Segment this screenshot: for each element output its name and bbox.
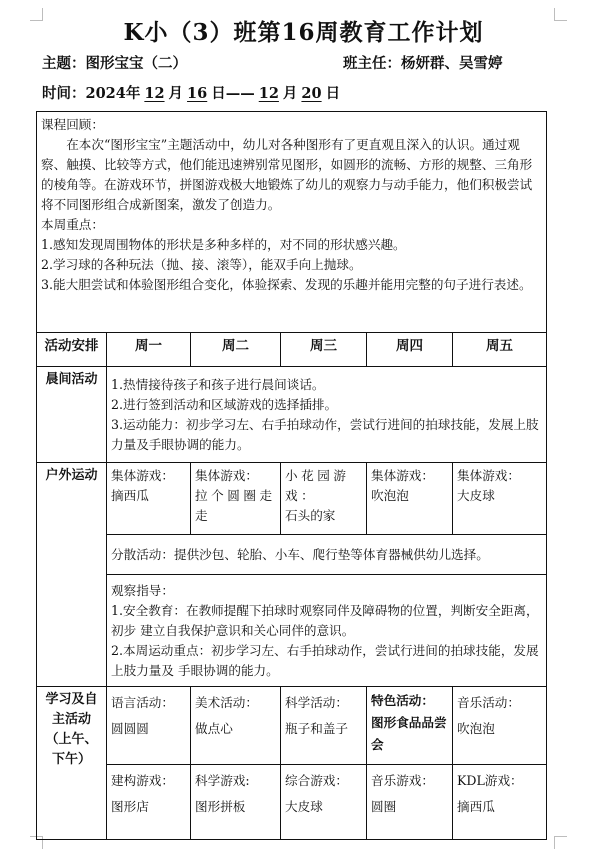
- outdoor-game-thursday: [367, 463, 453, 535]
- review-paragraph: 在本次“图形宝宝”主题活动中，幼儿对各种图形有了更直观且深入的认识。通过观察、触摸、比较等方式，他们能迅速辨别常见图形，如圆形的流畅、方形的规整、三角形的棱角等。在游戏环节，拼图游戏极大地锻炼了幼儿的观察力与动手能力，他们积极尝试将不同图形组合成新图案，激发了创造力。: [41, 137, 533, 212]
- date-separator: 日——: [211, 85, 255, 102]
- year-unit: 年: [125, 85, 141, 102]
- activity-schedule-header: 活动安排: [37, 333, 107, 367]
- morning-activity-label: 晨间活动: [37, 367, 107, 463]
- game-type: 集体游戏：: [371, 468, 434, 483]
- learning-tuesday-pm: [191, 765, 281, 840]
- day-unit: 日: [325, 85, 341, 102]
- morning-activity-content: [107, 367, 547, 463]
- crop-mark-bottom-right: [554, 836, 567, 849]
- game-name: 石头的家: [285, 508, 336, 523]
- activity-type: 科学活动：: [285, 695, 348, 710]
- activity-name: 瓶子和盖子: [285, 721, 348, 736]
- theme-label: 主题：: [42, 55, 86, 72]
- teacher-line: [343, 52, 503, 73]
- activity-name: 图形拼板: [195, 799, 246, 814]
- outdoor-game-friday: [453, 463, 547, 535]
- game-type: 集体游戏：: [195, 468, 258, 483]
- learning-label-line: （上午、: [45, 732, 98, 747]
- day-header-tuesday: 周二: [191, 333, 281, 367]
- theme-value: 图形宝宝（二）: [85, 55, 187, 72]
- learning-thursday-pm: [367, 765, 453, 840]
- activity-name: 圆圆圆: [111, 721, 149, 736]
- game-name: 摘西瓜: [111, 488, 149, 503]
- weekly-plan-table: [36, 111, 547, 840]
- activity-type: 建构游戏：: [111, 773, 174, 788]
- morning-item: 1.热情接待孩子和孩子进行晨间谈话。: [111, 376, 325, 392]
- outdoor-activity-label: 户外运动: [37, 463, 107, 687]
- day-header-row: [37, 333, 547, 367]
- activity-type: 音乐游戏：: [371, 773, 434, 788]
- learning-activity-label: [37, 687, 107, 840]
- learning-label-line: 下午）: [51, 752, 91, 767]
- learning-row-2: [37, 765, 547, 840]
- day-header-wednesday: 周三: [281, 333, 367, 367]
- activity-type: 美术活动：: [195, 695, 258, 710]
- learning-tuesday-am: [191, 687, 281, 765]
- activity-name: 图形店: [111, 799, 149, 814]
- day-header-thursday: 周四: [367, 333, 453, 367]
- activity-type: 科学游戏:: [195, 773, 250, 788]
- review-row: [37, 112, 547, 333]
- activity-name: 圆圈: [371, 799, 397, 814]
- end-day: 20: [301, 85, 322, 102]
- game-name: 吹泡泡: [371, 488, 409, 503]
- month-unit: 月: [168, 85, 184, 102]
- learning-friday-pm: [453, 765, 547, 840]
- outdoor-game-wednesday: [281, 463, 367, 535]
- teacher-label: 班主任：: [343, 55, 401, 72]
- game-name: 拉个圆圈走走: [195, 488, 276, 523]
- learning-monday-pm: [107, 765, 191, 840]
- theme-line: [42, 52, 187, 73]
- document-title: K小（3）班第16周教育工作计划: [123, 19, 484, 46]
- focus-heading: 本周重点：: [41, 217, 104, 232]
- focus-item: 2.学习球的各种玩法（抛、接、滚等），能双手向上抛球。: [41, 257, 362, 272]
- year: 2024: [85, 85, 126, 102]
- outdoor-group-row: [37, 535, 547, 575]
- morning-item: 3.运动能力：初步学习左、右手拍球动作，尝试行进间的拍球技能，发展上肢力量及手眼协调的能力。: [111, 416, 539, 452]
- activity-name: 图形食品品尝会: [371, 715, 447, 752]
- morning-row: [37, 367, 547, 463]
- activity-type: KDL游戏：: [457, 773, 523, 788]
- end-month: 12: [258, 85, 279, 102]
- focus-item: 3.能大胆尝试和体验图形组合变化，体验探索、发现的乐趣并能用完整的句子进行表述。: [41, 277, 532, 292]
- learning-row-1: [37, 687, 547, 765]
- day-header-monday: 周一: [107, 333, 191, 367]
- activity-type: 综合游戏：: [285, 773, 348, 788]
- game-type: 小花园游戏：: [285, 468, 350, 503]
- game-type: 集体游戏：: [457, 468, 520, 483]
- learning-friday-am: [453, 687, 547, 765]
- observation-item: 1.安全教育：在教师提醒下拍球时观察同伴及障碍物的位置，判断安全距离，初步 建立自我保护意识和关心同伴的意识。: [111, 602, 539, 638]
- teacher-value: 杨妍群、吴雪婷: [401, 55, 503, 72]
- outdoor-group-activity: 分散活动：提供沙包、轮胎、小车、爬行垫等体育器械供幼儿选择。: [107, 535, 547, 575]
- activity-name: 摘西瓜: [457, 799, 495, 814]
- outdoor-games-row: [37, 463, 547, 535]
- learning-label-line: 学习及自: [45, 692, 98, 707]
- game-type: 集体游戏：: [111, 468, 174, 483]
- review-heading: 课程回顾：: [41, 117, 104, 132]
- learning-wednesday-pm: [281, 765, 367, 840]
- outdoor-observation-row: [37, 575, 547, 687]
- activity-name: 吹泡泡: [457, 721, 495, 736]
- observation-item: 2.本周运动重点：初步学习左、右手拍球动作，尝试行进间的拍球技能，发展上肢力量及 手眼协调的能力。: [111, 642, 539, 678]
- observation-heading: 观察指导：: [111, 582, 174, 598]
- morning-item: 2.进行签到活动和区域游戏的选择插排。: [111, 396, 338, 412]
- time-line: [42, 82, 340, 103]
- activity-type: 音乐活动：: [457, 695, 520, 710]
- outdoor-observation: [107, 575, 547, 687]
- activity-name: 做点心: [195, 721, 233, 736]
- course-review-cell: [37, 112, 547, 333]
- learning-monday-am: [107, 687, 191, 765]
- day-header-friday: 周五: [453, 333, 547, 367]
- start-day: 16: [187, 85, 208, 102]
- learning-wednesday-am: [281, 687, 367, 765]
- time-label: 时间：: [42, 85, 86, 102]
- start-month: 12: [144, 85, 165, 102]
- outdoor-game-tuesday: [191, 463, 281, 535]
- game-name: 大皮球: [457, 488, 495, 503]
- focus-item: 1.感知发现周围物体的形状是多种多样的，对不同的形状感兴趣。: [41, 237, 406, 252]
- outdoor-game-monday: [107, 463, 191, 535]
- activity-type: 特色活动：: [371, 693, 434, 708]
- activity-type: 语言活动：: [111, 695, 174, 710]
- month-unit-2: 月: [282, 85, 298, 102]
- learning-label-line: 主活动: [51, 712, 91, 727]
- activity-name: 大皮球: [285, 799, 323, 814]
- learning-thursday-am: [367, 687, 453, 765]
